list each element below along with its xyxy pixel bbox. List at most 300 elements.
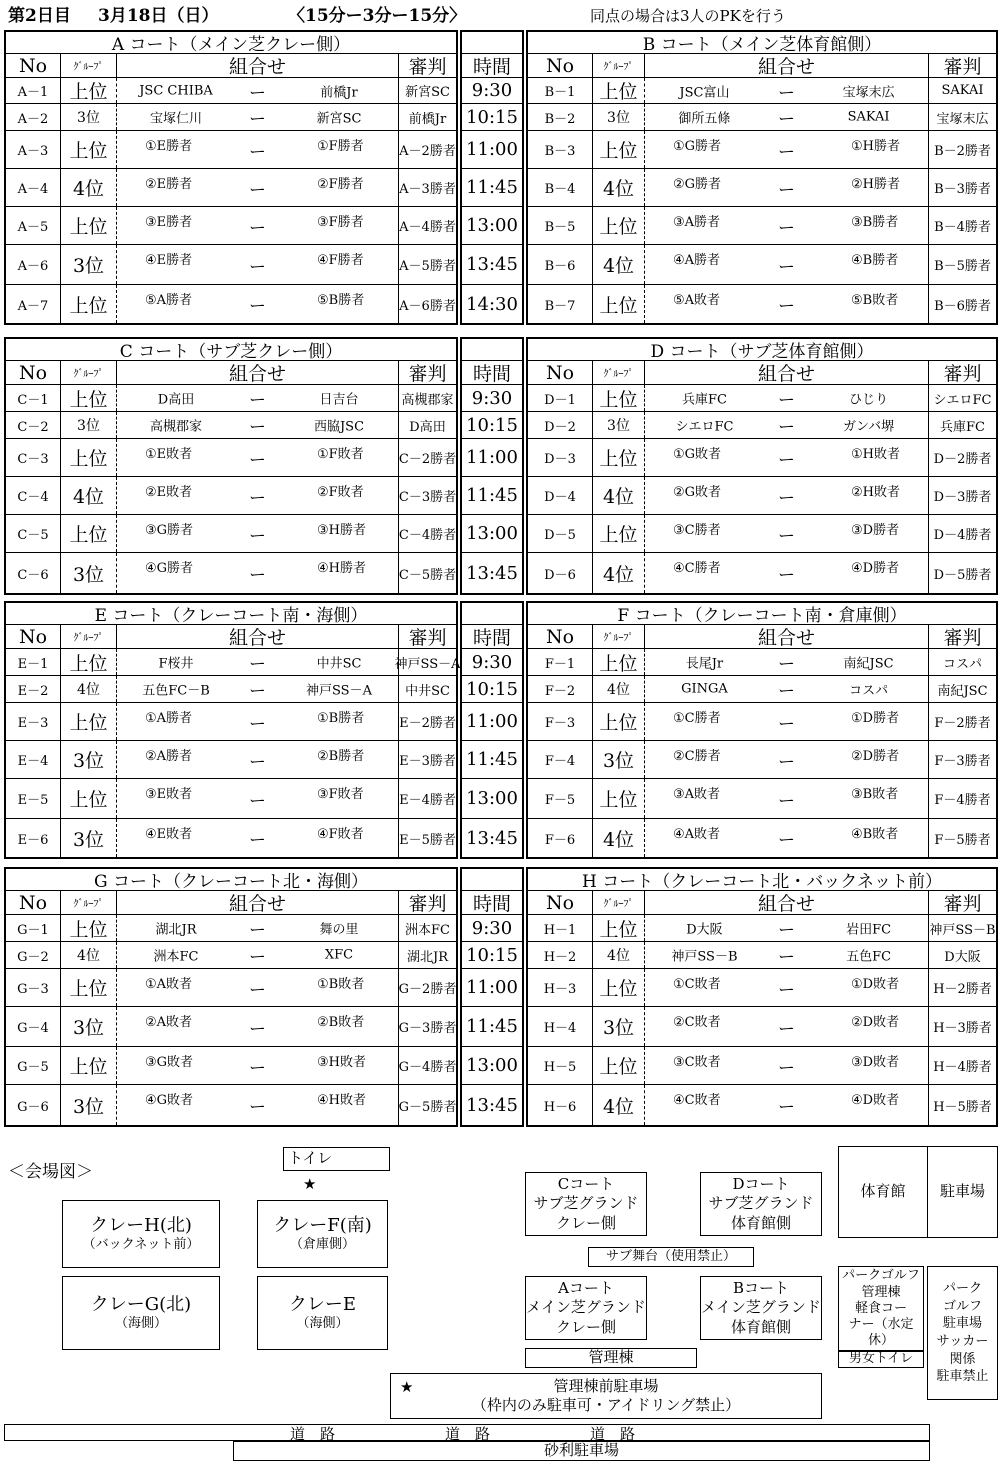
court-title: A コート（メイン芝クレー側）: [111, 35, 351, 55]
match-referee: G－3勝者: [398, 1007, 456, 1046]
match-referee: 洲本FC: [398, 915, 456, 941]
team-away: ③H敗者: [317, 1055, 366, 1070]
versus-mark: ー: [249, 1058, 266, 1078]
match-row: [528, 676, 996, 703]
team-away: ①B勝者: [317, 711, 365, 726]
col-referee-header: 審判: [928, 891, 996, 914]
clay-g-court: [62, 1276, 220, 1350]
match-group: 3位: [60, 1007, 116, 1046]
court-title-row: [6, 603, 456, 625]
match-no: A－7: [17, 298, 49, 314]
road-label-3: 道 路: [590, 1425, 636, 1443]
match-referee: B－5勝者: [928, 245, 996, 284]
parking-label: 駐車場: [939, 1182, 985, 1201]
match-row: [528, 131, 996, 169]
match-group: 上位: [60, 915, 116, 941]
match-no: D－3: [544, 452, 576, 467]
versus-mark: ー: [778, 1058, 795, 1078]
time-title-row: [462, 32, 522, 54]
match-row: [6, 819, 456, 857]
match-pairing: [644, 169, 928, 206]
match-no: D－5: [544, 528, 576, 543]
team-home: ①A勝者: [145, 711, 193, 726]
court-title-row: [528, 603, 996, 625]
col-referee-header: 審判: [398, 891, 456, 914]
time-row: [462, 169, 522, 207]
match-row: [6, 741, 456, 779]
team-home: ③E敗者: [145, 787, 193, 802]
match-referee: 神戸SS－A: [398, 649, 456, 675]
court-section: [4, 337, 998, 595]
team-away: ①F敗者: [317, 447, 364, 462]
match-row: [6, 439, 456, 477]
match-referee: B－4勝者: [928, 207, 996, 244]
versus-mark: ー: [249, 920, 266, 941]
team-away: ②B勝者: [317, 749, 365, 764]
col-match-header: 組合せ: [644, 54, 928, 77]
time-header-row: [462, 891, 522, 915]
team-away: 中井SC: [316, 656, 362, 672]
team-home: ②C勝者: [673, 749, 721, 764]
team-home: ③G勝者: [145, 523, 194, 538]
versus-mark: ー: [249, 980, 266, 1000]
team-home: 高槻郡家: [150, 419, 203, 435]
match-referee: A－3勝者: [398, 169, 456, 206]
match-row: [528, 1085, 996, 1125]
match-group: 上位: [592, 915, 644, 941]
versus-mark: ー: [778, 296, 795, 317]
match-row: [6, 131, 456, 169]
match-referee: E－2勝者: [398, 703, 456, 740]
match-pairing: [644, 649, 928, 675]
col-group-header: ｸﾞﾙｰﾌﾟ: [60, 361, 116, 384]
match-row: [6, 78, 456, 104]
team-away: 岩田FC: [846, 922, 892, 938]
match-no: A－3: [17, 144, 49, 159]
front-parking-note: （枠内のみ駐車可・アイドリング禁止）: [471, 1396, 741, 1414]
match-group: 上位: [60, 969, 116, 1006]
clay-f-name: クレーF(南): [273, 1214, 372, 1236]
match-row: [6, 285, 456, 323]
col-group-header: ｸﾞﾙｰﾌﾟ: [592, 891, 644, 914]
versus-mark: ー: [249, 1097, 266, 1118]
time-row: [462, 207, 522, 245]
match-group: 4位: [592, 942, 644, 968]
kickoff-time: 13:45: [466, 254, 518, 275]
match-no: E－2: [17, 683, 49, 699]
match-group: 3位: [60, 741, 116, 778]
court-table-right: [526, 601, 998, 859]
match-no: A－4: [17, 182, 49, 197]
time-row: [462, 245, 522, 285]
team-away: 舞の里: [319, 922, 359, 938]
match-pairing: [116, 741, 398, 778]
match-pairing: [644, 412, 928, 438]
match-no: H－6: [543, 1099, 577, 1115]
match-pairing: [644, 741, 928, 778]
match-pairing: [644, 779, 928, 818]
team-away: ①F勝者: [317, 139, 364, 154]
match-group: 上位: [60, 207, 116, 244]
match-row: [6, 676, 456, 703]
court-title-row: [528, 339, 996, 361]
versus-mark: ー: [778, 565, 795, 586]
match-no: B－4: [544, 182, 576, 197]
day-label: 第2日目: [8, 6, 71, 26]
team-home: ③C勝者: [673, 523, 721, 538]
match-referee: C－3勝者: [398, 477, 456, 514]
versus-mark: ー: [249, 714, 266, 734]
match-row: [6, 969, 456, 1007]
match-no: G－4: [17, 1021, 49, 1036]
versus-mark: ー: [778, 417, 795, 438]
team-home: ②E勝者: [145, 177, 193, 192]
match-group: 4位: [592, 819, 644, 857]
match-group: 上位: [592, 78, 644, 103]
col-no-header: No: [18, 625, 48, 648]
team-home: ⑤A敗者: [673, 293, 721, 308]
col-referee-header: 審判: [928, 625, 996, 648]
parking-lot: [927, 1146, 998, 1238]
match-pairing: [644, 942, 928, 968]
match-pairing: [644, 1007, 928, 1046]
court-d-l3: 体育館側: [730, 1213, 791, 1232]
match-pairing: [644, 703, 928, 740]
team-away: ①H勝者: [851, 139, 900, 154]
time-row: [462, 553, 522, 593]
match-row: [6, 1047, 456, 1085]
kickoff-time: 11:45: [466, 485, 518, 506]
court-table-left: [4, 601, 461, 859]
match-no: C－3: [17, 452, 49, 467]
time-row: [462, 104, 522, 131]
col-match-header: 組合せ: [116, 625, 398, 648]
match-group: 上位: [592, 207, 644, 244]
match-no: E－3: [17, 716, 49, 731]
team-away: ④B敗者: [851, 827, 899, 842]
match-row: [528, 969, 996, 1007]
court-title: F コート（クレーコート南・倉庫側）: [617, 606, 907, 626]
match-referee: 宝塚末広: [928, 104, 996, 130]
time-row: [462, 649, 522, 676]
court-b-area: [700, 1276, 822, 1340]
match-pairing: [116, 515, 398, 552]
match-group: 3位: [60, 104, 116, 130]
court-a-l1: Aコート: [558, 1278, 614, 1297]
team-home: ④G勝者: [145, 561, 194, 576]
match-group: 上位: [592, 779, 644, 818]
match-no: E－4: [17, 754, 49, 769]
match-group: 4位: [592, 676, 644, 702]
match-row: [6, 515, 456, 553]
court-a-area: [525, 1276, 647, 1340]
team-away: ③D敗者: [851, 1055, 900, 1070]
team-home: D大阪: [686, 922, 723, 938]
match-row: [6, 1007, 456, 1047]
team-away: ガンバ堺: [843, 419, 895, 435]
sub-stage: [588, 1247, 754, 1267]
match-no: C－1: [17, 392, 49, 408]
col-match-header: 組合せ: [116, 891, 398, 914]
team-away: ④H勝者: [317, 561, 366, 576]
pg-l3: 軽食コー: [854, 1300, 907, 1316]
time-row: [462, 477, 522, 515]
match-pairing: [116, 131, 398, 168]
versus-mark: ー: [249, 450, 266, 470]
match-no: C－4: [17, 490, 49, 505]
column-header-row: [6, 625, 456, 649]
court-table-left: [4, 30, 458, 325]
match-referee: シエロFC: [928, 385, 996, 411]
match-group: 上位: [60, 78, 116, 103]
team-home: ①G敗者: [673, 447, 722, 462]
match-row: [528, 942, 996, 969]
match-no: G－3: [17, 982, 49, 997]
match-group: 3位: [60, 819, 116, 857]
court-section: [4, 601, 998, 859]
team-home: ④A勝者: [673, 253, 721, 268]
match-referee: D－5勝者: [928, 553, 996, 593]
versus-mark: ー: [249, 947, 266, 968]
match-row: [528, 439, 996, 477]
kickoff-time: 9:30: [471, 80, 513, 101]
match-pairing: [644, 477, 928, 514]
team-home: ①E敗者: [145, 447, 193, 462]
team-away: 新宮SC: [316, 111, 362, 127]
match-referee: B－6勝者: [928, 285, 996, 323]
team-away: ③H勝者: [317, 523, 366, 538]
match-referee: F－2勝者: [928, 703, 996, 740]
match-pairing: [116, 942, 398, 968]
match-pairing: [644, 515, 928, 552]
match-group: 上位: [592, 285, 644, 323]
team-away: ②F勝者: [317, 177, 364, 192]
match-group: 上位: [60, 439, 116, 476]
match-no: B－2: [544, 111, 576, 127]
match-row: [528, 285, 996, 323]
match-row: [528, 1047, 996, 1085]
match-row: [528, 169, 996, 207]
match-pairing: [644, 104, 928, 130]
match-row: [528, 915, 996, 942]
match-group: 3位: [592, 741, 644, 778]
team-home: 湖北JR: [155, 922, 197, 938]
match-pairing: [116, 915, 398, 941]
match-referee: C－4勝者: [398, 515, 456, 552]
match-referee: E－4勝者: [398, 779, 456, 818]
versus-mark: ー: [778, 752, 795, 772]
match-pairing: [116, 104, 398, 130]
gymnasium: [838, 1146, 928, 1238]
col-group-header: ｸﾞﾙｰﾌﾟ: [592, 361, 644, 384]
road-label-2: 道 路: [445, 1425, 491, 1443]
match-referee: 神戸SS－B: [928, 915, 996, 941]
match-referee: F－3勝者: [928, 741, 996, 778]
match-group: 上位: [592, 969, 644, 1006]
clay-g-sub: （海側）: [114, 1316, 167, 1332]
match-group: 3位: [60, 1085, 116, 1125]
time-title-row: [462, 603, 522, 625]
court-title: B コート（メイン芝体育館側）: [642, 35, 882, 55]
match-referee: G－2勝者: [398, 969, 456, 1006]
park-golf-parking: [927, 1266, 998, 1400]
match-referee: H－5勝者: [928, 1085, 996, 1125]
court-table-right: [526, 30, 998, 325]
pg-l5: 休）: [867, 1333, 894, 1349]
versus-mark: ー: [778, 450, 795, 470]
team-away: 宝塚末広: [842, 85, 895, 100]
match-row: [528, 515, 996, 553]
match-pairing: [116, 477, 398, 514]
versus-mark: ー: [778, 947, 795, 968]
col-referee-header: 審判: [928, 361, 996, 384]
match-referee: 新宮SC: [398, 78, 456, 103]
team-home: ②A敗者: [145, 1015, 193, 1030]
column-header-row: [528, 54, 996, 78]
versus-mark: ー: [249, 752, 266, 772]
team-home: ④A敗者: [673, 827, 721, 842]
match-pairing: [644, 207, 928, 244]
match-row: [528, 412, 996, 439]
match-no: E－1: [17, 656, 49, 672]
court-c-area: [525, 1172, 647, 1236]
match-group: 3位: [592, 1007, 644, 1046]
court-b-l3: 体育館側: [730, 1317, 791, 1336]
match-referee: B－3勝者: [928, 169, 996, 206]
versus-mark: ー: [249, 83, 266, 103]
match-pairing: [644, 915, 928, 941]
match-pairing: [644, 131, 928, 168]
match-group: 上位: [60, 703, 116, 740]
match-pairing: [116, 553, 398, 593]
versus-mark: ー: [249, 681, 266, 702]
team-away: ④B勝者: [851, 253, 899, 268]
restroom-label: 男女トイレ: [848, 1350, 914, 1366]
time-row: [462, 676, 522, 703]
team-away: ①B敗者: [317, 977, 365, 992]
clay-h-court: [62, 1200, 220, 1268]
management-label: 管理棟: [588, 1348, 634, 1367]
versus-mark: ー: [778, 714, 795, 734]
col-match-header: 組合せ: [644, 625, 928, 648]
kickoff-time: 13:45: [466, 827, 518, 849]
versus-mark: ー: [778, 1019, 795, 1039]
time-row: [462, 779, 522, 819]
match-group: 4位: [592, 245, 644, 284]
court-title-row: [528, 32, 996, 54]
match-row: [6, 412, 456, 439]
match-group: 上位: [60, 779, 116, 818]
match-row: [6, 169, 456, 207]
match-group: 上位: [592, 649, 644, 675]
match-group: 上位: [60, 1047, 116, 1084]
col-match-header: 組合せ: [116, 361, 398, 384]
col-no-header: No: [18, 891, 48, 914]
match-no: C－6: [17, 567, 49, 583]
team-away: 五色FC: [846, 949, 892, 965]
time-title-row: [462, 339, 522, 361]
match-pairing: [644, 969, 928, 1006]
match-no: C－5: [17, 528, 49, 543]
court-b-l2: メイン芝グランド: [701, 1298, 821, 1317]
col-time-header: 時間: [472, 56, 511, 78]
match-pairing: [116, 1007, 398, 1046]
match-row: [6, 104, 456, 131]
match-no: F－3: [544, 716, 576, 731]
kickoff-time: 9:30: [471, 651, 513, 673]
time-header-row: [462, 54, 522, 78]
col-group-header: ｸﾞﾙｰﾌﾟ: [592, 625, 644, 648]
match-row: [528, 385, 996, 412]
versus-mark: ー: [778, 180, 795, 200]
team-away: ②H勝者: [851, 177, 900, 192]
match-group: 3位: [592, 104, 644, 130]
time-row: [462, 78, 522, 104]
match-group: 4位: [592, 553, 644, 593]
team-home: ①A敗者: [145, 977, 193, 992]
pg-l1: パークゴルフ: [842, 1268, 920, 1284]
match-group: 上位: [592, 703, 644, 740]
court-table-left: [4, 337, 458, 595]
court-a-l2: メイン芝グランド: [526, 1298, 646, 1317]
col-no-header: No: [545, 625, 575, 648]
match-group: 4位: [60, 477, 116, 514]
clay-e-sub: （海側）: [296, 1316, 349, 1332]
col-no-header: No: [545, 891, 575, 914]
versus-mark: ー: [249, 526, 266, 546]
match-pairing: [116, 779, 398, 818]
kickoff-time: 14:30: [466, 293, 518, 315]
match-group: 4位: [592, 169, 644, 206]
kickoff-time: 10:15: [466, 944, 518, 966]
match-referee: D高田: [398, 412, 456, 438]
versus-mark: ー: [249, 109, 266, 130]
match-pairing: [644, 819, 928, 857]
team-home: ③C敗者: [673, 1055, 721, 1070]
versus-mark: ー: [249, 791, 266, 811]
match-no: F－1: [544, 656, 576, 672]
court-title-row: [6, 32, 456, 54]
team-away: 西脇JSC: [313, 419, 365, 435]
match-pairing: [644, 553, 928, 593]
match-group: 上位: [592, 385, 644, 411]
match-referee: D－2勝者: [928, 439, 996, 476]
match-pairing: [116, 703, 398, 740]
match-pairing: [116, 969, 398, 1006]
col-referee-header: 審判: [398, 625, 456, 648]
park-golf-building: [838, 1266, 924, 1352]
kickoff-time: 11:00: [466, 447, 518, 468]
match-referee: SAKAI: [928, 78, 996, 103]
match-referee: 兵庫FC: [928, 412, 996, 438]
time-column: [460, 867, 524, 1127]
match-pairing: [644, 285, 928, 323]
time-column: [460, 601, 524, 859]
court-a-l3: クレー側: [555, 1317, 616, 1336]
team-home: GINGA: [681, 681, 728, 697]
match-no: B－7: [544, 298, 576, 314]
team-away: ④H敗者: [317, 1093, 366, 1108]
match-referee: A－2勝者: [398, 131, 456, 168]
versus-mark: ー: [249, 488, 266, 508]
pgp-l6: 駐車禁止: [936, 1369, 989, 1385]
versus-mark: ー: [778, 830, 795, 851]
col-time-header: 時間: [472, 627, 511, 649]
team-away: XFC: [324, 947, 354, 963]
match-pairing: [116, 649, 398, 675]
clay-f-court: [257, 1200, 388, 1268]
col-no-header: No: [545, 361, 575, 384]
